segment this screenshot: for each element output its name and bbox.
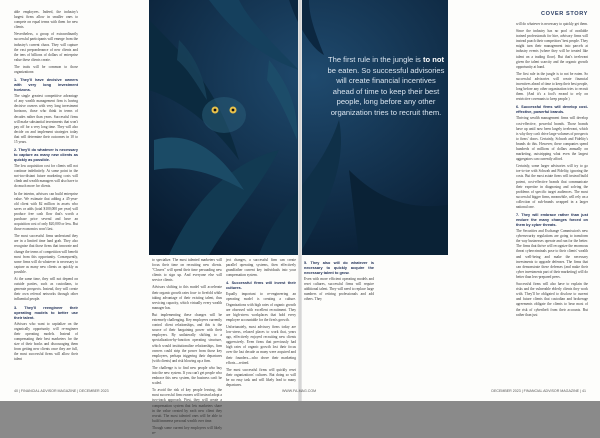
paragraph: Advisors who want to capitalize on the organically opportunity will re-engineer their operating models. Instead of compensating their best marketers for the size of their books and discouraging them from getting new clients once they are full, the most successful firms will allow their talent <box>14 321 78 362</box>
paragraph: The challenge is to find new people who buy into the new system. If you can't get people who embrace this new system, the business can't be scaled. <box>152 365 222 386</box>
paragraph: Thriving wealth management firms will develop cost-effective, powerful brands. Those brands have up until now been largely irrelevant, which is why they can't drive large volumes of prospects to firms' doors. Certainly, Schwab and Fidelity's brands do this. However, these companies spend hundreds of millions of dollars annually on marketing, outstripping what even the largest aggregators can currently afford. <box>516 116 588 162</box>
section-heading-1: 1. They'll have decisive owners with very long investment horizons. <box>14 78 78 93</box>
paragraph: But implementing these changes will be extremely challenging. Key employees currently control client relationships, and this is the source of their bargaining power with their employers. By unilaterally shifting to a specialization-by-function operating structure, which would institutionalize relationships, firm owners could strip the power from those key employees, perhaps triggering their departures (with clients) and risk blowing up a firm. <box>152 312 222 363</box>
quote-text-end: be eaten. So successful advisories will create financial incentives ahead of time to keep their best people, long before any other organization tries to recruit them. <box>327 65 445 117</box>
right-page-folio: DECEMBER 2023 | FINANCIAL ADVISOR MAGAZINE | 41 <box>491 389 586 393</box>
paragraph: to specialize. The most talented marketers will focus their time on recruiting new clients. "Closers" will spend their time persuading new clients to sign up. And everyone else will service clients. <box>152 258 222 283</box>
paragraph: To avoid the risk of key people leaving, the most successful firm owners will instead adopt a two-track approach. First, they will create a compensation system that lets marketers share in the value created by each new client they recruit. The most talented ones will be able to build immense personal wealth over time. <box>152 388 222 423</box>
section-heading-4: 4. Successful firms will invest their cultures. <box>226 281 296 291</box>
paragraph: Though some current key employees will likely re- <box>152 425 222 435</box>
paragraph: Equally important to re-engineering an operating model is creating a culture. Organizations with high rates of organic growth are obsessed with excellent recruitment. They are high-stress workplaces that hold every employee accountable for the firm's growth. <box>226 292 296 322</box>
paragraph: Advisors shifting to this model will accelerate their organic growth rates four- to fivefold while taking advantage of their existing talent, thus servicing capacity, which virtually every wealth manager has. <box>152 285 222 310</box>
paragraph: Nevertheless, a group of extraordinarily successful participants will emerge from the industry's current chaos. They will capture the vast preponderance of new clients and the tens of billions of dollars of enterprise value these clients create. <box>14 32 78 62</box>
paragraph: ject changes, a successful firm can create parallel operating systems, then effectively grandfather current key individuals into your compensation system. <box>226 258 296 278</box>
section-heading-5: 5. They also will do whatever is necessary to quickly acquire the necessary talent to grow. <box>304 261 374 275</box>
section-heading-7: 7. They will embrace rather than just endure the many changes forced on them by cyber threats. <box>516 213 588 228</box>
quote-emphasis: to not <box>422 55 445 64</box>
website-url[interactable]: WWW.FA-MAG.COM <box>282 389 317 393</box>
paragraph: Certainly, some larger advisories will try to go toe-to-toe with Schwab and Fidelity, ignoring the costs. But the most astute firms will instead build potent, cost-effective brands that communicate their expertise in diagnosing and solving the problems of specific target audiences. The most successful bigger firms, meanwhile, will rely on a collection of sub-brands wrapped in a larger national one. <box>516 164 588 209</box>
paragraph: will do whatever is necessary to quickly get them. <box>516 22 588 26</box>
paragraph: Successful firms will also have to explain the risks and the vulnerable elderly clients they work with. They'll be obligated to disclose to current and future clients that custodian and brokerage agreements obligate the clients to bear most of the risk of cybertheft from their accounts. But rather than just <box>516 282 588 317</box>
column-2 <box>152 258 222 438</box>
section-heading-3: 3. They'll reengineer their operating models to better use their talent. <box>14 305 78 320</box>
paragraph: Since the industry has no pool of available trained professionals for hire, advisory firms will instead poach their competitors' best people. They might turn their management into parcels at industry events (where they will be treated like talent on a trading floor). But that's irrelevant given the talent scarcity and the organic growth opportunity at hand. <box>516 29 588 69</box>
paragraph: The single greatest competitive advantage of any wealth management firm is having decisive owners with very long investment horizons, those who think in terms of decades rather than years. Successful firms will make substantial investments that won't pay off for a very long time. They will also decide on and implement strategies today that will determine their outcomes in 10 to 15 years. <box>14 94 78 144</box>
paragraph: The most successful firms will quickly reset their organizations' cultures. But doing so will be no easy task and will likely lead to many departures. <box>226 367 296 387</box>
column-1 <box>14 10 78 364</box>
page-gutter <box>298 0 302 401</box>
left-page-folio: 40 | FINANCIAL ADVISOR MAGAZINE | DECEMBER 2023 <box>14 389 109 393</box>
col1-intro <box>14 10 78 75</box>
paragraph: Unfortunately, most advisory firms today are low-stress, relaxed places to work that, years ago, effectively enjoyed recruiting new clients aggressively. Even firms that previously had high rates of organic growth lost their focus over the last decade as many were acquired and their founders—who drove their marketing efforts—retired. <box>226 324 296 365</box>
paragraph: At the same time, they will not depend on outside parties, such as custodians, to generate prospects. Instead, they will create their own referral networks through other influential people. <box>14 277 78 302</box>
quote-text-start: The first rule in the jungle is <box>327 55 423 64</box>
paragraph: The first rule in the jungle is to not be eaten. So successful advisories will create financial incentives ahead of time to keep their best people, long before any other organization tries to recruit them. (And it's a fool's errand to rely on restrictive covenants to keep people.) <box>516 71 588 102</box>
column-3b <box>304 258 374 304</box>
paragraph: The Securities and Exchange Commission's new cybersecurity regulations are going to transform the way businesses operate and run for the better. The firms that thrive will recognize the enormous threat cybercriminals pose to their clients' wealth and well-being and make the necessary investments to upgrade defenses. The firms that can demonstrate these defenses (and make their cyber investments part of their marketing) will do better than less-prepared peers. <box>516 229 588 279</box>
section-heading-2: 2. They'll do whatever is necessary to capture as many new clients as quickly as possible. <box>14 148 78 163</box>
paragraph: Even with more efficient operating models and reset cultures, successful firms will require additional talent. They will need to replace large numbers of retiring professionals and add others. They <box>304 277 374 302</box>
column-3a <box>226 258 296 390</box>
pull-quote <box>327 55 445 118</box>
paragraph: In the interim, advisors can build enterprise value. We estimate that adding a 45-year-old client with $2 million in assets who saves or adds (total $100,000 per year) will produce free cash flow that's worth a purchase price several and have an acquisition cost of only $20,000 or less. But those economics won't last. <box>14 191 78 232</box>
section-label: COVER STORY <box>540 11 588 17</box>
section-heading-6: 6. Successful firms will develop cost-effective, powerful brands. <box>516 105 588 115</box>
paragraph: The traits will be common to those organizations: <box>14 64 78 75</box>
paragraph: able employees. Indeed, the industry's largest firms allow in smaller ones to compete on equal terms with them for new clients. <box>14 10 78 30</box>
column-4 <box>516 22 588 320</box>
paragraph: The low acquisition cost for clients will not continue indefinitely. At some point in the not-too-distant future marketing costs will climb and wealth managers will also have to do much more for clients. <box>14 164 78 189</box>
paragraph: The most successful firms understand they are in a limited time land grab. They also recognize that those firms that innovate and change the terms of competition will benefit most from this opportunity. Consequently, some firms will do whatever is necessary to capture as many new clients as quickly as possible. <box>14 234 78 274</box>
